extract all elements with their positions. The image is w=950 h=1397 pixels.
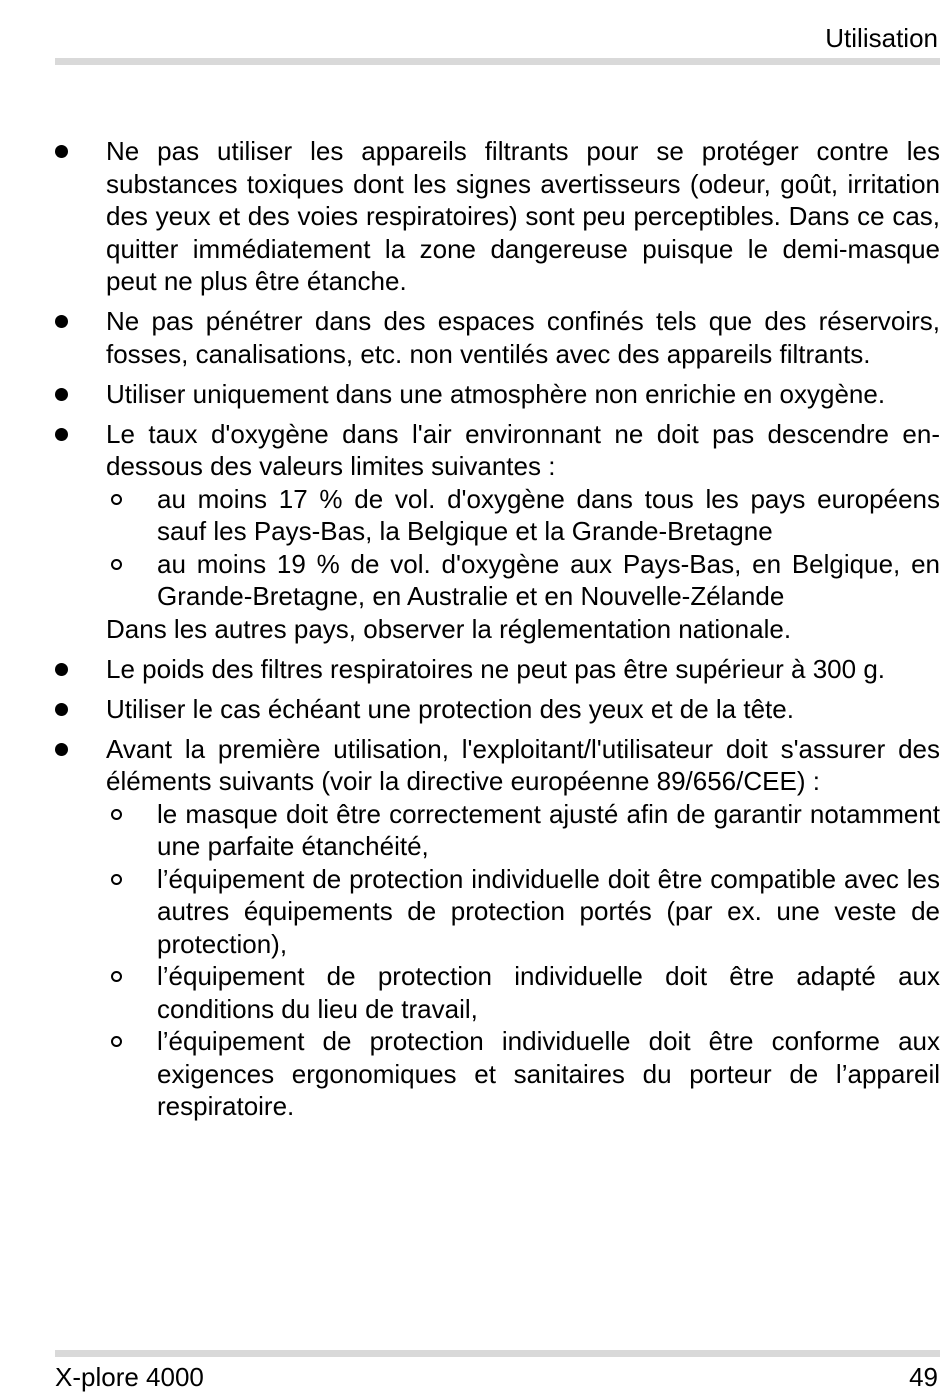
bullet-item-first-use — [55, 733, 940, 1123]
bullet-text: Utiliser le cas échéant une protection des yeux et de la tête. — [106, 693, 794, 724]
bullet-item-confined-spaces — [55, 305, 940, 370]
sub-item — [106, 863, 940, 961]
sub-list — [106, 483, 940, 613]
bullet-note: Dans les autres pays, observer la réglementation nationale. — [106, 613, 792, 644]
sub-item-text: au moins 19 % de vol. d'oxygène aux Pays-Bas, en Belgique, en Grande-Bretagne, en Australie et en Nouvelle-Zélande — [157, 548, 940, 611]
header-divider — [55, 58, 940, 65]
footer-row — [55, 1359, 940, 1395]
page-footer — [55, 1350, 940, 1395]
bullet-item-toxic-substances — [55, 135, 940, 298]
sub-item-text: l’équipement de protection individuelle doit être compatible avec les autres équipements de protection portés (par ex. une veste de protection), — [157, 863, 940, 959]
footer-divider — [55, 1350, 940, 1357]
bullet-text: Le taux d'oxygène dans l'air environnant ne doit pas descendre en-dessous des valeurs limites suivantes : — [106, 418, 940, 481]
sub-item — [106, 1025, 940, 1123]
sub-item-text: au moins 17 % de vol. d'oxygène dans tous les pays européens sauf les Pays-Bas, la Belgique et la Grande-Bretagne — [157, 483, 940, 546]
document-body — [55, 135, 940, 1130]
page-header — [55, 20, 940, 65]
bullet-text: Ne pas utiliser les appareils filtrants pour se protéger contre les substances toxiques dont les signes avertisseurs (odeur, goût, irritation des yeux et des voies respiratoires) sont peu perceptibles. Dans ce cas, quitter immédiatement la zone dangereuse puisque le demi-masque peut ne plus être étanche. — [106, 136, 940, 296]
sub-list — [106, 798, 940, 1123]
sub-item — [106, 483, 940, 548]
bullet-item-eye-head-protection — [55, 693, 940, 726]
bullet-item-oxygen-enriched — [55, 378, 940, 411]
section-title: Utilisation — [825, 23, 938, 53]
sub-item — [106, 798, 940, 863]
sub-item — [106, 960, 940, 1025]
sub-item-text: l’équipement de protection individuelle doit être adapté aux conditions du lieu de travail, — [157, 961, 940, 1024]
bullet-text: Ne pas pénétrer dans des espaces confinés tels que des réservoirs, fosses, canalisations, etc. non ventilés avec des appareils filtrants. — [106, 306, 940, 369]
sub-item-text: le masque doit être correctement ajusté afin de garantir notamment une parfaite étanchéité, — [157, 798, 940, 861]
sub-item — [106, 548, 940, 613]
bullet-item-filter-weight — [55, 653, 940, 686]
bullet-text: Utiliser uniquement dans une atmosphère non enrichie en oxygène. — [106, 378, 886, 409]
bullet-list — [55, 135, 940, 1123]
page-number: 49 — [909, 1362, 938, 1392]
bullet-text: Avant la première utilisation, l'exploitant/l'utilisateur doit s'assurer des éléments suivants (voir la directive européenne 89/656/CEE) : — [106, 733, 940, 796]
bullet-item-oxygen-limits — [55, 418, 940, 646]
product-name: X-plore 4000 — [55, 1362, 204, 1392]
bullet-text: Le poids des filtres respiratoires ne peut pas être supérieur à 300 g. — [106, 653, 886, 684]
sub-item-text: l’équipement de protection individuelle doit être conforme aux exigences ergonomiques et sanitaires du porteur de l’appareil respiratoire. — [157, 1026, 940, 1121]
